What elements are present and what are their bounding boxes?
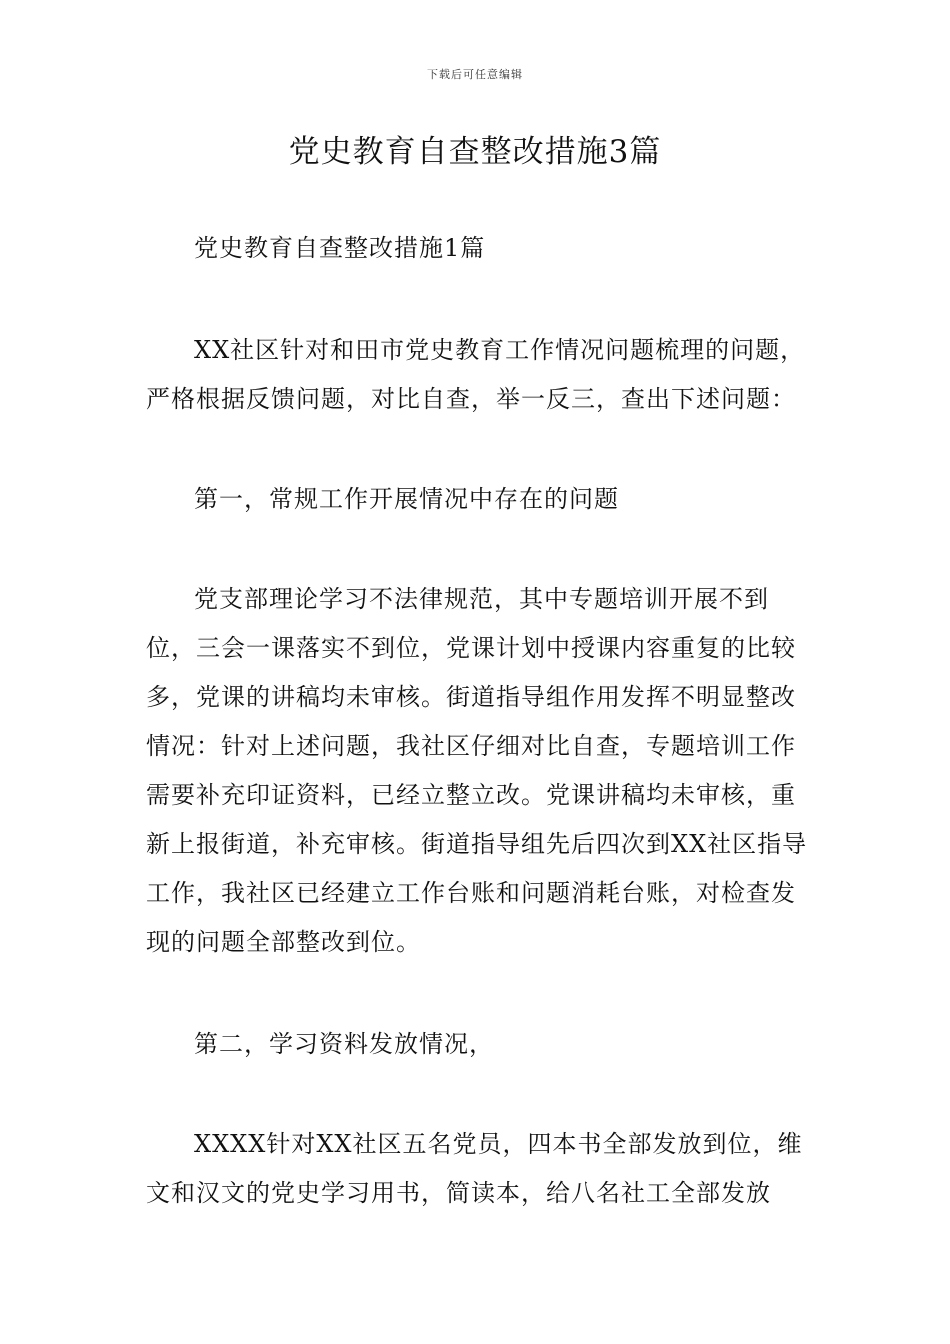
intro-paragraph: XX社区针对和田市党史教育工作情况问题梳理的问题，严格根据反馈问题，对比自查，举一反三，查出下述问题： (146, 336, 806, 413)
section-heading: 党史教育自查整改措施1篇 (194, 234, 486, 262)
issue-heading-1: 第一，常规工作开展情况中存在的问题 (194, 485, 619, 513)
issue-heading-2: 第二，学习资料发放情况， (194, 1030, 494, 1058)
issue-paragraph-2: XXXX针对XX社区五名党员，四本书全部发放到位，维文和汉文的党史学习用书，简读本，给八名社工全部发放 (146, 1130, 803, 1207)
issue-paragraph-1: 党支部理论学习不法律规范，其中专题培训开展不到位，三会一课落实不到位，党课计划中授课内容重复的比较多，党课的讲稿均未审核。街道指导组作用发挥不明显整改情况：针对上述问题，我社区仔细对比自查，专题培训工作需要补充印证资料，已经立整立改。党课讲稿均未审核，重新上报街道，补充审核。街道指导组先后四次到XX社区指导工作，我社区已经建立工作台账和问题消耗台账，对检查发现的问题全部整改到位。 (146, 585, 808, 956)
document-title: 党史教育自查整改措施3篇 (288, 134, 662, 170)
header-note: 下载后可任意编辑 (427, 68, 523, 81)
